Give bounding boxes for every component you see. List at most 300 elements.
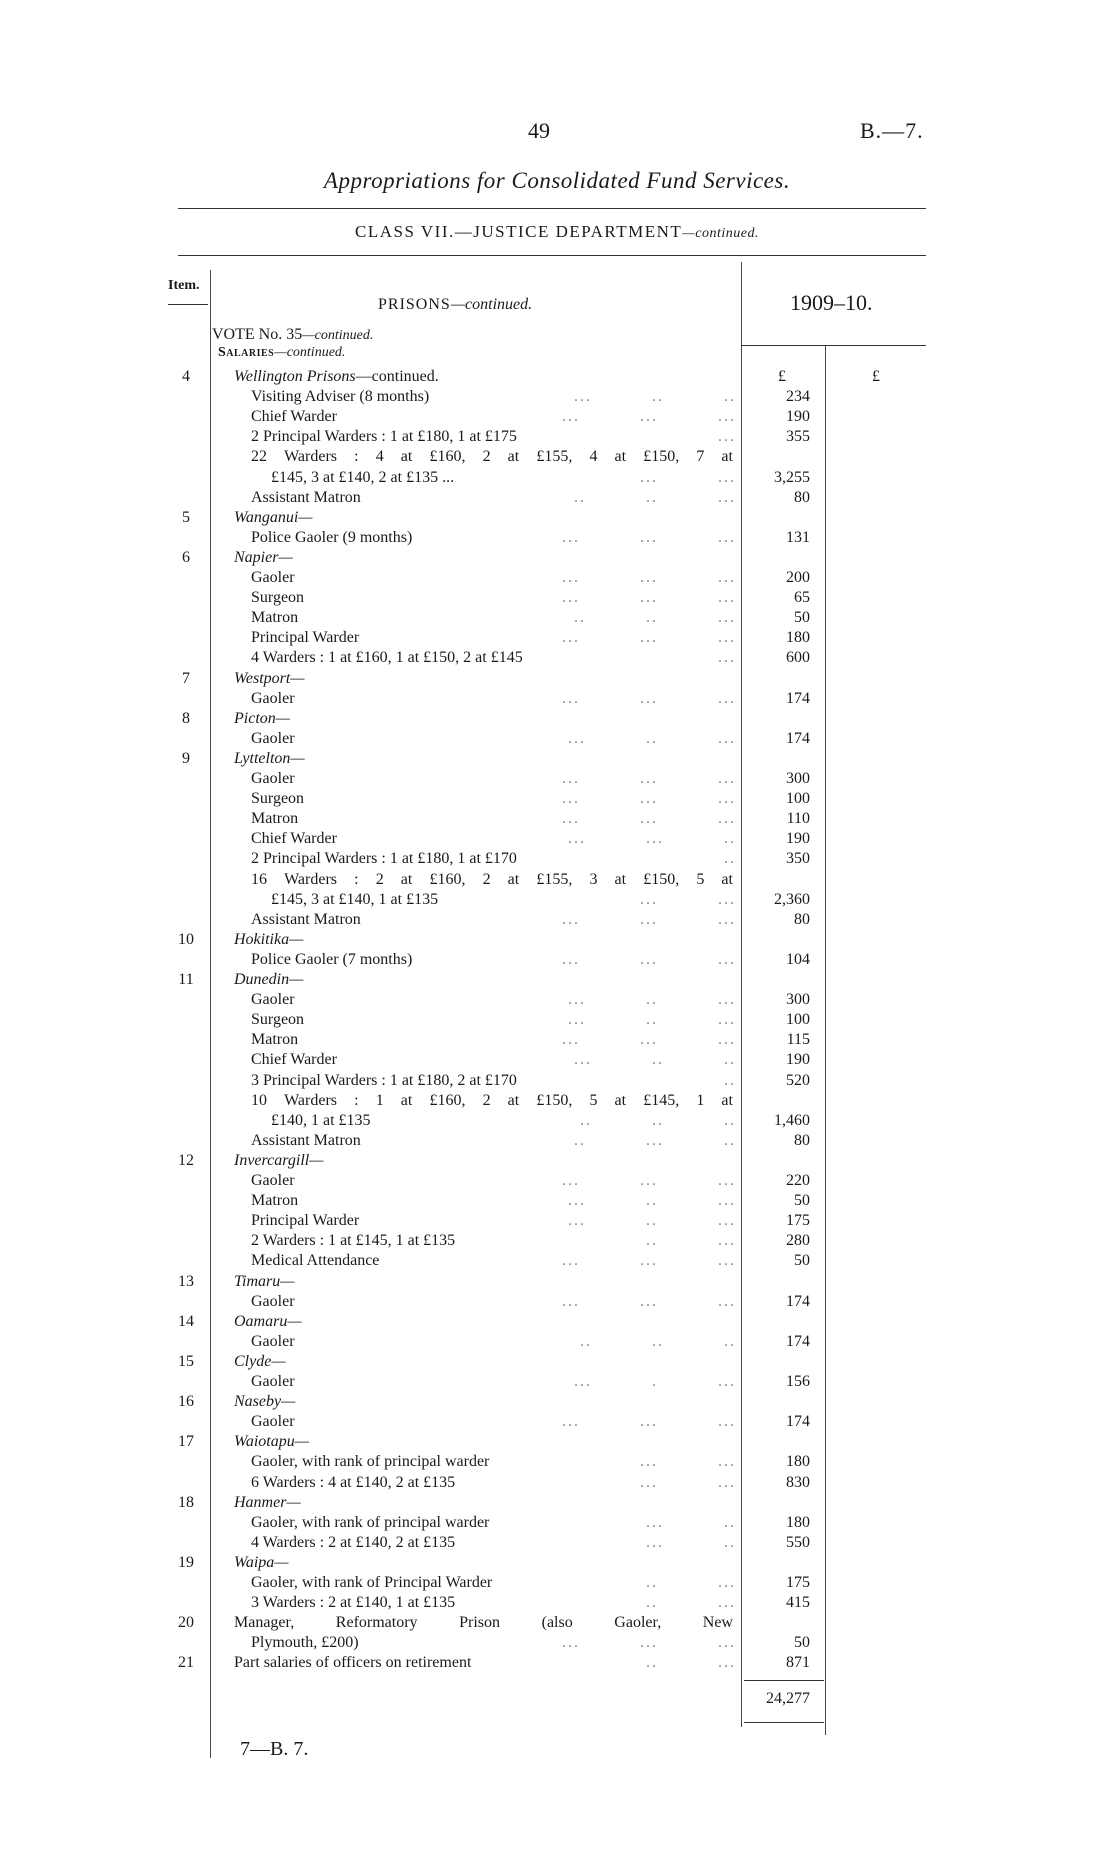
table-row [0, 1633, 1114, 1653]
row-amount: 80 [794, 489, 810, 506]
row-description [251, 1573, 492, 1593]
row-description-text: Plymouth, £200) [251, 1634, 359, 1651]
table-row [0, 1593, 1114, 1613]
table-row [0, 1452, 1114, 1472]
row-description-text: Gaoler [251, 1172, 295, 1189]
table-row [0, 1131, 1114, 1151]
leader-dots: ... ... ... [562, 1293, 736, 1310]
row-description-text: Invercargill— [234, 1152, 324, 1169]
row-description-text: Picton— [234, 710, 290, 727]
row-description-text: Matron [251, 1031, 299, 1048]
row-description [251, 1131, 361, 1151]
table-row [0, 749, 1114, 769]
row-description-text: Clyde— [234, 1353, 286, 1370]
leader-dots: .. .. ... [574, 489, 736, 506]
row-description-text: Police Gaoler (7 months) [251, 951, 413, 968]
item-number: 18 [178, 1494, 194, 1511]
row-amount: 50 [794, 609, 810, 626]
row-amount: 131 [786, 529, 810, 546]
leader-dots: ... .. .. [574, 388, 736, 405]
item-number: 6 [182, 549, 190, 566]
row-description [234, 508, 313, 528]
row-description-text: Assistant Matron [251, 489, 361, 506]
row-amount: 180 [786, 1453, 810, 1470]
leader-dots: ... ... ... [562, 408, 736, 425]
row-description [251, 1251, 379, 1271]
table-row [0, 1191, 1114, 1211]
row-description [251, 1372, 295, 1392]
table-row [0, 849, 1114, 869]
row-amount: 100 [786, 790, 810, 807]
row-amount: 3,255 [774, 469, 810, 486]
leader-dots: ... ... [640, 1474, 736, 1491]
year-underline [741, 345, 926, 346]
row-amount: 104 [786, 951, 810, 968]
row-amount: 174 [786, 730, 810, 747]
table-row [0, 1653, 1114, 1673]
row-description [271, 468, 454, 488]
item-number: 11 [178, 971, 194, 988]
row-description-text: Gaoler [251, 730, 295, 747]
row-description [251, 407, 337, 427]
leader-dots: ... .. .. [574, 1051, 736, 1068]
row-description-text: Matron [251, 609, 299, 626]
leader-dots: ... [718, 649, 736, 666]
row-description [234, 930, 303, 950]
row-description [234, 1553, 289, 1573]
table-row [0, 1111, 1114, 1131]
row-description-text: 2 Principal Warders : 1 at £180, 1 at £170 [251, 850, 517, 867]
leader-dots: ... .. ... [568, 1011, 736, 1028]
table-row [0, 890, 1114, 910]
row-description-text: Timaru— [234, 1273, 295, 1290]
row-description-text: 2 Principal Warders : 1 at £180, 1 at £175 [251, 428, 517, 445]
item-number: 15 [178, 1353, 194, 1370]
row-description-text: Napier— [234, 549, 293, 566]
table-row [0, 769, 1114, 789]
table-row [0, 1312, 1114, 1332]
row-description-text: Hanmer— [234, 1494, 301, 1511]
row-description [251, 769, 295, 789]
item-number: 21 [178, 1654, 194, 1671]
leader-dots: ... ... .. [568, 830, 736, 847]
row-description-text: Surgeon [251, 589, 305, 606]
row-description [251, 1050, 337, 1070]
table-row [0, 1231, 1114, 1251]
row-description [251, 588, 304, 608]
table-row [0, 910, 1114, 930]
row-description-text: Chief Warder [251, 408, 337, 425]
row-amount: 80 [794, 911, 810, 928]
row-description-text: Surgeon [251, 1011, 305, 1028]
row-description [251, 608, 298, 628]
total-bottom-rule [744, 1722, 824, 1723]
item-number: 13 [178, 1273, 194, 1290]
row-amount: 350 [786, 850, 810, 867]
row-description-text: Part salaries of officers on retirement [234, 1654, 472, 1671]
leader-dots: ... ... ... [562, 690, 736, 707]
row-description [251, 809, 298, 829]
row-description-text: Assistant Matron [251, 1132, 361, 1149]
row-description [251, 1292, 295, 1312]
row-description [271, 1111, 371, 1131]
table-row [0, 648, 1114, 668]
row-description-text: Medical Attendance [251, 1252, 380, 1269]
leader-dots: .. [724, 1072, 736, 1089]
row-description-text: Gaoler, with rank of principal warder [251, 1514, 490, 1531]
row-description: 22 Warders : 4 at £160, 2 at £155, 4 at £150, 7 at [251, 448, 733, 465]
row-description-text: Gaoler [251, 1413, 295, 1430]
row-description [251, 1010, 304, 1030]
table-row [0, 729, 1114, 749]
row-description-text: Dunedin— [234, 971, 304, 988]
row-description [251, 1332, 295, 1352]
row-description-text: Principal Warder [251, 1212, 360, 1229]
leader-dots: .. ... [646, 1232, 736, 1249]
row-description-text: 3 Warders : 2 at £140, 1 at £135 [251, 1594, 456, 1611]
row-description: 10 Warders : 1 at £160, 2 at £150, 5 at £145, 1 at [251, 1092, 733, 1109]
table-row [0, 829, 1114, 849]
table-row [0, 1171, 1114, 1191]
vote-heading: VOTE No. 35—continued. [212, 326, 374, 343]
page-footer: 7—B. 7. [240, 1738, 309, 1760]
item-number: 12 [178, 1152, 194, 1169]
table-row [0, 1533, 1114, 1553]
row-description [234, 669, 305, 689]
pound-symbol-total: £ [872, 368, 880, 385]
row-description-text: £145, 3 at £140, 2 at £135 ... [271, 469, 455, 486]
item-column-header: Item. [168, 278, 200, 293]
leader-dots: .. .. .. [580, 1112, 736, 1129]
leader-dots: ... ... ... [562, 569, 736, 586]
item-number: 10 [178, 931, 194, 948]
row-description [251, 950, 412, 970]
leader-dots: ... ... [640, 891, 736, 908]
leader-dots: ... ... ... [562, 911, 736, 928]
leader-dots: ... ... ... [562, 1634, 736, 1651]
item-number: 19 [178, 1554, 194, 1571]
row-description [234, 1392, 295, 1412]
row-amount: 600 [786, 649, 810, 666]
salaries-heading: Salaries—continued. [218, 345, 346, 360]
item-header-underline [168, 304, 208, 305]
row-description [271, 890, 438, 910]
row-amount: 830 [786, 1474, 810, 1491]
row-description: Manager, Reformatory Prison (also Gaoler, New [234, 1614, 733, 1631]
row-description-text: Gaoler [251, 991, 295, 1008]
row-description-text: Lyttelton— [234, 750, 305, 767]
year-column-header: 1909–10. [790, 290, 873, 315]
leader-dots: ... .. ... [568, 991, 736, 1008]
table-row [0, 528, 1114, 548]
row-amount: 175 [786, 1212, 810, 1229]
table-row [0, 689, 1114, 709]
table-row [0, 1352, 1114, 1372]
row-description [251, 488, 361, 508]
item-number: 5 [182, 509, 190, 526]
row-description [234, 548, 293, 568]
row-description [251, 387, 429, 407]
leader-dots: ... ... ... [562, 790, 736, 807]
row-description-text: Gaoler, with rank of principal warder [251, 1453, 490, 1470]
row-amount: 200 [786, 569, 810, 586]
leader-dots: ... ... ... [562, 589, 736, 606]
row-description [251, 648, 523, 668]
row-amount: 300 [786, 991, 810, 1008]
row-amount: 234 [786, 388, 810, 405]
table-row [0, 990, 1114, 1010]
row-description-text: Oamaru— [234, 1313, 302, 1330]
table-row [0, 1493, 1114, 1513]
row-description-text: Visiting Adviser (8 months) [251, 388, 430, 405]
row-amount: 550 [786, 1534, 810, 1551]
table-row [0, 628, 1114, 648]
row-amount: 1,460 [774, 1112, 810, 1129]
row-description-text: Gaoler, with rank of Principal Warder [251, 1574, 493, 1591]
leader-dots: ... ... ... [562, 1413, 736, 1430]
row-description [251, 1633, 359, 1653]
table-row [0, 1010, 1114, 1030]
row-description [251, 568, 295, 588]
row-description [251, 1030, 298, 1050]
class-heading: CLASS VII.—JUSTICE DEPARTMENT—continued. [355, 222, 759, 241]
row-description-text: 4 Warders : 1 at £160, 1 at £150, 2 at £145 [251, 649, 523, 666]
table-row [0, 809, 1114, 829]
row-amount: 156 [786, 1373, 810, 1390]
row-description [234, 1151, 323, 1171]
row-description [251, 528, 412, 548]
row-description-text: Police Gaoler (9 months) [251, 529, 413, 546]
table-row [0, 950, 1114, 970]
table-row [0, 930, 1114, 950]
table-row [0, 568, 1114, 588]
row-description-text: Principal Warder [251, 629, 360, 646]
row-description [251, 1412, 295, 1432]
leader-dots: ... [718, 428, 736, 445]
row-description-text: Waiotapu— [234, 1433, 309, 1450]
table-row [0, 1071, 1114, 1091]
row-description-text: Wanganui— [234, 509, 313, 526]
leader-dots: ... ... ... [562, 1031, 736, 1048]
row-description [251, 1211, 359, 1231]
row-description [234, 1272, 294, 1292]
row-description [251, 849, 517, 869]
row-description-text: Matron [251, 1192, 299, 1209]
leader-dots: ... .. ... [568, 730, 736, 747]
table-row [0, 1030, 1114, 1050]
row-description-text: Surgeon [251, 790, 305, 807]
row-description-text: Westport— [234, 670, 305, 687]
table-row [0, 468, 1114, 488]
row-description [234, 367, 439, 387]
row-amount: 180 [786, 1514, 810, 1531]
row-description [251, 990, 295, 1010]
table-row [0, 1251, 1114, 1271]
table-row [0, 1292, 1114, 1312]
table-row [0, 709, 1114, 729]
class-rule [178, 255, 926, 256]
row-description-text: 2 Warders : 1 at £145, 1 at £135 [251, 1232, 456, 1249]
total-top-rule [744, 1680, 824, 1681]
table-row [0, 669, 1114, 689]
table-row [0, 588, 1114, 608]
row-amount: 115 [786, 1031, 810, 1048]
row-description-text: Gaoler [251, 1333, 295, 1350]
row-description-text: 6 Warders : 4 at £140, 2 at £135 [251, 1474, 456, 1491]
row-description-text: Gaoler [251, 1293, 295, 1310]
row-description [234, 970, 303, 990]
row-amount: 190 [786, 830, 810, 847]
row-amount: 174 [786, 1333, 810, 1350]
row-amount: 2,360 [774, 891, 810, 908]
row-description [251, 1533, 455, 1553]
table-row [0, 1573, 1114, 1593]
row-description [234, 1432, 309, 1452]
leader-dots: ... ... ... [562, 1252, 736, 1269]
table-row [0, 1332, 1114, 1352]
top-rule [178, 208, 926, 209]
row-amount: 355 [786, 428, 810, 445]
table-row [0, 548, 1114, 568]
row-description [251, 1171, 295, 1191]
item-number: 14 [178, 1313, 194, 1330]
table-row [0, 789, 1114, 809]
row-description-text: Chief Warder [251, 1051, 337, 1068]
row-amount: 220 [786, 1172, 810, 1189]
leader-dots: ... . ... [574, 1373, 736, 1390]
section-heading: PRISONS—continued. [378, 296, 533, 313]
row-description-text: Gaoler [251, 569, 295, 586]
row-amount: 174 [786, 1293, 810, 1310]
row-amount: 175 [786, 1574, 810, 1591]
row-description [251, 1191, 298, 1211]
row-description [234, 1493, 301, 1513]
table-row [0, 1272, 1114, 1292]
row-description-text: 3 Principal Warders : 1 at £180, 2 at £170 [251, 1072, 517, 1089]
leader-dots: ... ... ... [562, 770, 736, 787]
table-row [0, 387, 1114, 407]
row-description [234, 1653, 471, 1673]
row-description-text: Naseby— [234, 1393, 296, 1410]
row-description [234, 1312, 302, 1332]
row-amount: 190 [786, 408, 810, 425]
leader-dots: ... .. ... [568, 1212, 736, 1229]
row-description [251, 1473, 455, 1493]
row-amount: 300 [786, 770, 810, 787]
leader-dots: ... .. [646, 1534, 736, 1551]
row-description [234, 1352, 286, 1372]
item-number: 9 [182, 750, 190, 767]
item-number: 17 [178, 1433, 194, 1450]
row-description-text: Waipa— [234, 1554, 289, 1571]
page-title: Appropriations for Consolidated Fund Services. [323, 168, 791, 193]
row-description [251, 789, 304, 809]
row-description-text: Assistant Matron [251, 911, 361, 928]
item-number: 20 [178, 1614, 194, 1631]
row-amount: 80 [794, 1132, 810, 1149]
leader-dots: .. [724, 850, 736, 867]
table-row [0, 1432, 1114, 1452]
table-row [0, 447, 1114, 467]
table-row [0, 970, 1114, 990]
table-row [0, 1553, 1114, 1573]
leader-dots: .. .. .. [580, 1333, 736, 1350]
row-amount: 174 [786, 690, 810, 707]
leader-dots: .. ... [646, 1594, 736, 1611]
leader-dots: ... ... ... [562, 810, 736, 827]
row-amount: 50 [794, 1634, 810, 1651]
row-description-text: Gaoler [251, 770, 295, 787]
row-description-text: Gaoler [251, 690, 295, 707]
leader-dots: ... ... [640, 1453, 736, 1470]
row-amount: 415 [786, 1594, 810, 1611]
leader-dots: ... ... [640, 469, 736, 486]
row-description [251, 829, 337, 849]
row-description [251, 1071, 517, 1091]
document-reference: B.—7. [860, 118, 924, 143]
row-description [251, 1513, 489, 1533]
row-description-text: Chief Warder [251, 830, 337, 847]
table-row [0, 1412, 1114, 1432]
leader-dots: ... .. ... [568, 1192, 736, 1209]
row-description [251, 910, 361, 930]
table-row [0, 1473, 1114, 1493]
row-description [251, 1593, 455, 1613]
table-row [0, 1091, 1114, 1111]
leader-dots: ... .. [646, 1514, 736, 1531]
leader-dots: ... ... ... [562, 529, 736, 546]
row-description [251, 1452, 489, 1472]
table-row [0, 508, 1114, 528]
row-amount: 871 [786, 1654, 810, 1671]
table-row [0, 407, 1114, 427]
row-description-text: £140, 1 at £135 [271, 1112, 371, 1129]
item-number: 16 [178, 1393, 194, 1410]
row-amount: 100 [786, 1011, 810, 1028]
row-amount: 50 [794, 1252, 810, 1269]
page-number: 49 [528, 118, 550, 143]
table-row [0, 1513, 1114, 1533]
pound-symbol-amount: £ [778, 368, 786, 385]
row-description-text: 4 Warders : 2 at £140, 2 at £135 [251, 1534, 456, 1551]
table-row [0, 1211, 1114, 1231]
leader-dots: ... ... ... [562, 951, 736, 968]
leader-dots: .. ... [646, 1574, 736, 1591]
leader-dots: ... ... ... [562, 629, 736, 646]
table-row [0, 870, 1114, 890]
table-row [0, 488, 1114, 508]
table-row [0, 1050, 1114, 1070]
row-description [251, 1231, 455, 1251]
table-row [0, 1372, 1114, 1392]
row-description-text: Wellington Prisons [234, 368, 356, 385]
leader-dots: ... ... ... [562, 1172, 736, 1189]
row-amount: 174 [786, 1413, 810, 1430]
row-description-text: £145, 3 at £140, 1 at £135 [271, 891, 439, 908]
row-description: 16 Warders : 2 at £160, 2 at £155, 3 at £150, 5 at [251, 871, 733, 888]
row-description-text: Hokitika— [234, 931, 304, 948]
table-row [0, 427, 1114, 447]
row-amount: 190 [786, 1051, 810, 1068]
table-row [0, 1613, 1114, 1633]
row-description [251, 689, 295, 709]
leader-dots: .. ... .. [574, 1132, 736, 1149]
row-amount: 180 [786, 629, 810, 646]
row-amount: 65 [794, 589, 810, 606]
row-amount: 110 [786, 810, 810, 827]
row-description [251, 427, 517, 447]
row-amount: 280 [786, 1232, 810, 1249]
